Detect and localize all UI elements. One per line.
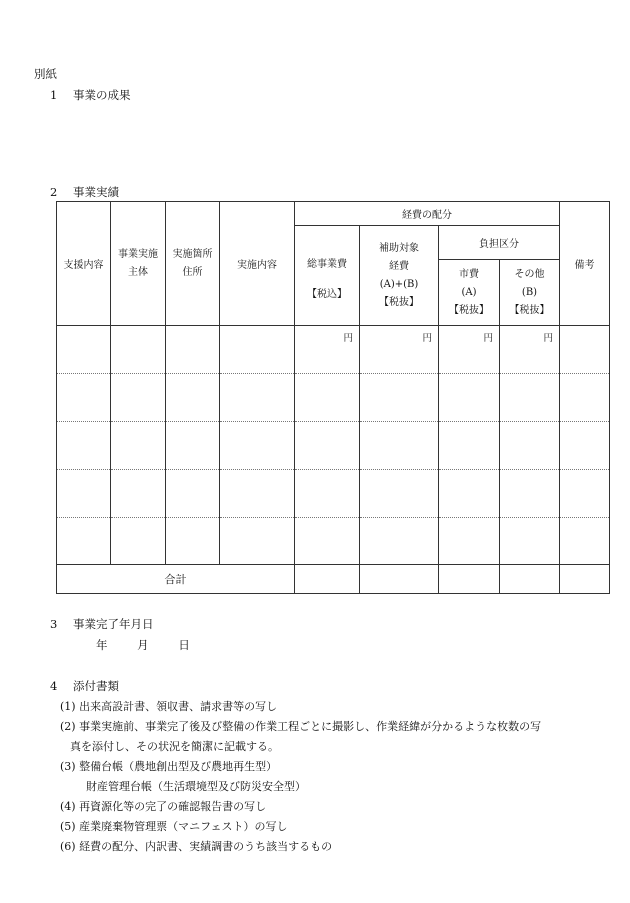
table-cell (560, 422, 610, 470)
table-cell (439, 374, 500, 422)
table-cell (560, 565, 610, 594)
table-cell (500, 470, 560, 518)
table-cell (500, 422, 560, 470)
header-subsidy-line3: (A)+(B) (379, 278, 419, 290)
table-cell (360, 518, 439, 565)
table-cell (360, 565, 439, 594)
header-location (166, 202, 220, 326)
table-cell (295, 374, 360, 422)
table-cell (439, 518, 500, 565)
table-cell (500, 565, 560, 594)
header-city-line1: 市費 (459, 268, 479, 280)
total-label: 合計 (57, 565, 295, 594)
header-other-line1: その他 (514, 268, 545, 280)
header-city-tax: 【税抜】 (449, 304, 489, 316)
table-cell (439, 565, 500, 594)
table-cell (111, 326, 166, 374)
table-cell (111, 470, 166, 518)
table-cell (57, 326, 111, 374)
table-cell (295, 518, 360, 565)
section-2-title: 事業実績 (72, 185, 119, 199)
month-label: 月 (137, 638, 149, 652)
section-1-title: 事業の成果 (72, 88, 131, 102)
header-other-line2: (B) (521, 286, 538, 298)
header-other-cost (500, 260, 560, 326)
header-cost-allocation: 経費の配分 (295, 202, 560, 226)
table-cell (560, 518, 610, 565)
attachment-item: (5) 産業廃棄物管理票（マニフェスト）の写し (60, 820, 288, 833)
total-row (57, 565, 610, 594)
annex-label: 別紙 (34, 67, 57, 81)
header-subsidy-line2: 経費 (389, 260, 409, 272)
section-1-heading (50, 87, 130, 103)
header-entity-line1: 事業実施 (118, 248, 158, 260)
header-city-line2: (A) (461, 286, 477, 298)
section-4-heading (50, 678, 119, 694)
section-2-heading (50, 184, 119, 200)
table-cell (360, 374, 439, 422)
attachment-item: (2) 事業実施前、事業完了後及び整備の作業工程ごとに撮影し、作業経緯が分かるような枚数の写 (60, 720, 542, 733)
yen-unit: 円 (295, 326, 360, 374)
header-other-tax: 【税抜】 (509, 304, 550, 316)
table-row (57, 518, 610, 565)
table-cell (560, 326, 610, 374)
table-cell (57, 470, 111, 518)
table-cell (295, 565, 360, 594)
section-2-number: 2 (50, 185, 58, 199)
attachment-item: (4) 再資源化等の完了の確認報告書の写し (60, 800, 267, 813)
section-4-number: 4 (50, 679, 58, 693)
table-cell (295, 422, 360, 470)
table-row (57, 422, 610, 470)
attachment-item-continuation: 真を添付し、その状況を簡潔に記載する。 (70, 740, 279, 753)
yen-unit: 円 (439, 326, 500, 374)
table-cell (500, 518, 560, 565)
table-cell (500, 374, 560, 422)
table-cell (439, 470, 500, 518)
table-cell (360, 470, 439, 518)
attachment-item-continuation: 財産管理台帳（生活環境型及び防災安全型） (86, 780, 306, 793)
attachment-item: (1) 出来高設計書、領収書、請求書等の写し (60, 700, 278, 713)
table-cell (111, 518, 166, 565)
table-cell (220, 422, 295, 470)
table-cell (57, 518, 111, 565)
table-cell (560, 470, 610, 518)
header-subsidy-line1: 補助対象 (379, 242, 419, 254)
table-cell (166, 470, 220, 518)
table-cell (166, 326, 220, 374)
results-table (56, 201, 610, 594)
table-cell (220, 470, 295, 518)
section-3-number: 3 (50, 617, 58, 631)
header-total-cost (295, 226, 360, 326)
completion-date (96, 637, 190, 653)
yen-unit: 円 (360, 326, 439, 374)
table-cell (439, 422, 500, 470)
table-cell (166, 518, 220, 565)
year-label: 年 (96, 638, 108, 652)
header-entity (111, 202, 166, 326)
header-remarks: 備考 (560, 202, 610, 326)
table-cell (220, 518, 295, 565)
header-subsidy-tax: 【税抜】 (379, 296, 419, 308)
table-row (57, 374, 610, 422)
header-location-line1: 実施箇所 (172, 248, 213, 260)
attachment-item: (3) 整備台帳（農地創出型及び農地再生型） (60, 760, 278, 773)
section-3-title: 事業完了年月日 (72, 617, 154, 631)
header-entity-line2: 主体 (128, 266, 148, 278)
table-row (57, 470, 610, 518)
header-burden: 負担区分 (439, 226, 560, 260)
table-cell (166, 374, 220, 422)
header-total-cost-tax: 【税込】 (307, 288, 347, 300)
header-city-cost (439, 260, 500, 326)
header-subsidy-cost (360, 226, 439, 326)
yen-unit: 円 (500, 326, 560, 374)
section-4-title: 添付書類 (72, 679, 119, 693)
table-row (57, 326, 610, 374)
table-cell (166, 422, 220, 470)
attachment-item: (6) 経費の配分、内訳書、実績調書のうち該当するもの (60, 840, 333, 853)
table-cell (560, 374, 610, 422)
table-cell (220, 326, 295, 374)
table-cell (57, 422, 111, 470)
day-label: 日 (178, 638, 190, 652)
table-cell (360, 422, 439, 470)
section-3-heading (50, 616, 153, 632)
table-cell (220, 374, 295, 422)
table-cell (295, 470, 360, 518)
section-1-number: 1 (50, 88, 58, 102)
table-cell (111, 374, 166, 422)
table-cell (111, 422, 166, 470)
header-support-content: 支援内容 (57, 202, 111, 326)
table-cell (57, 374, 111, 422)
header-location-line2: 住所 (182, 266, 203, 278)
header-total-cost-label: 総事業費 (307, 258, 347, 270)
header-implementation-content: 実施内容 (220, 202, 295, 326)
